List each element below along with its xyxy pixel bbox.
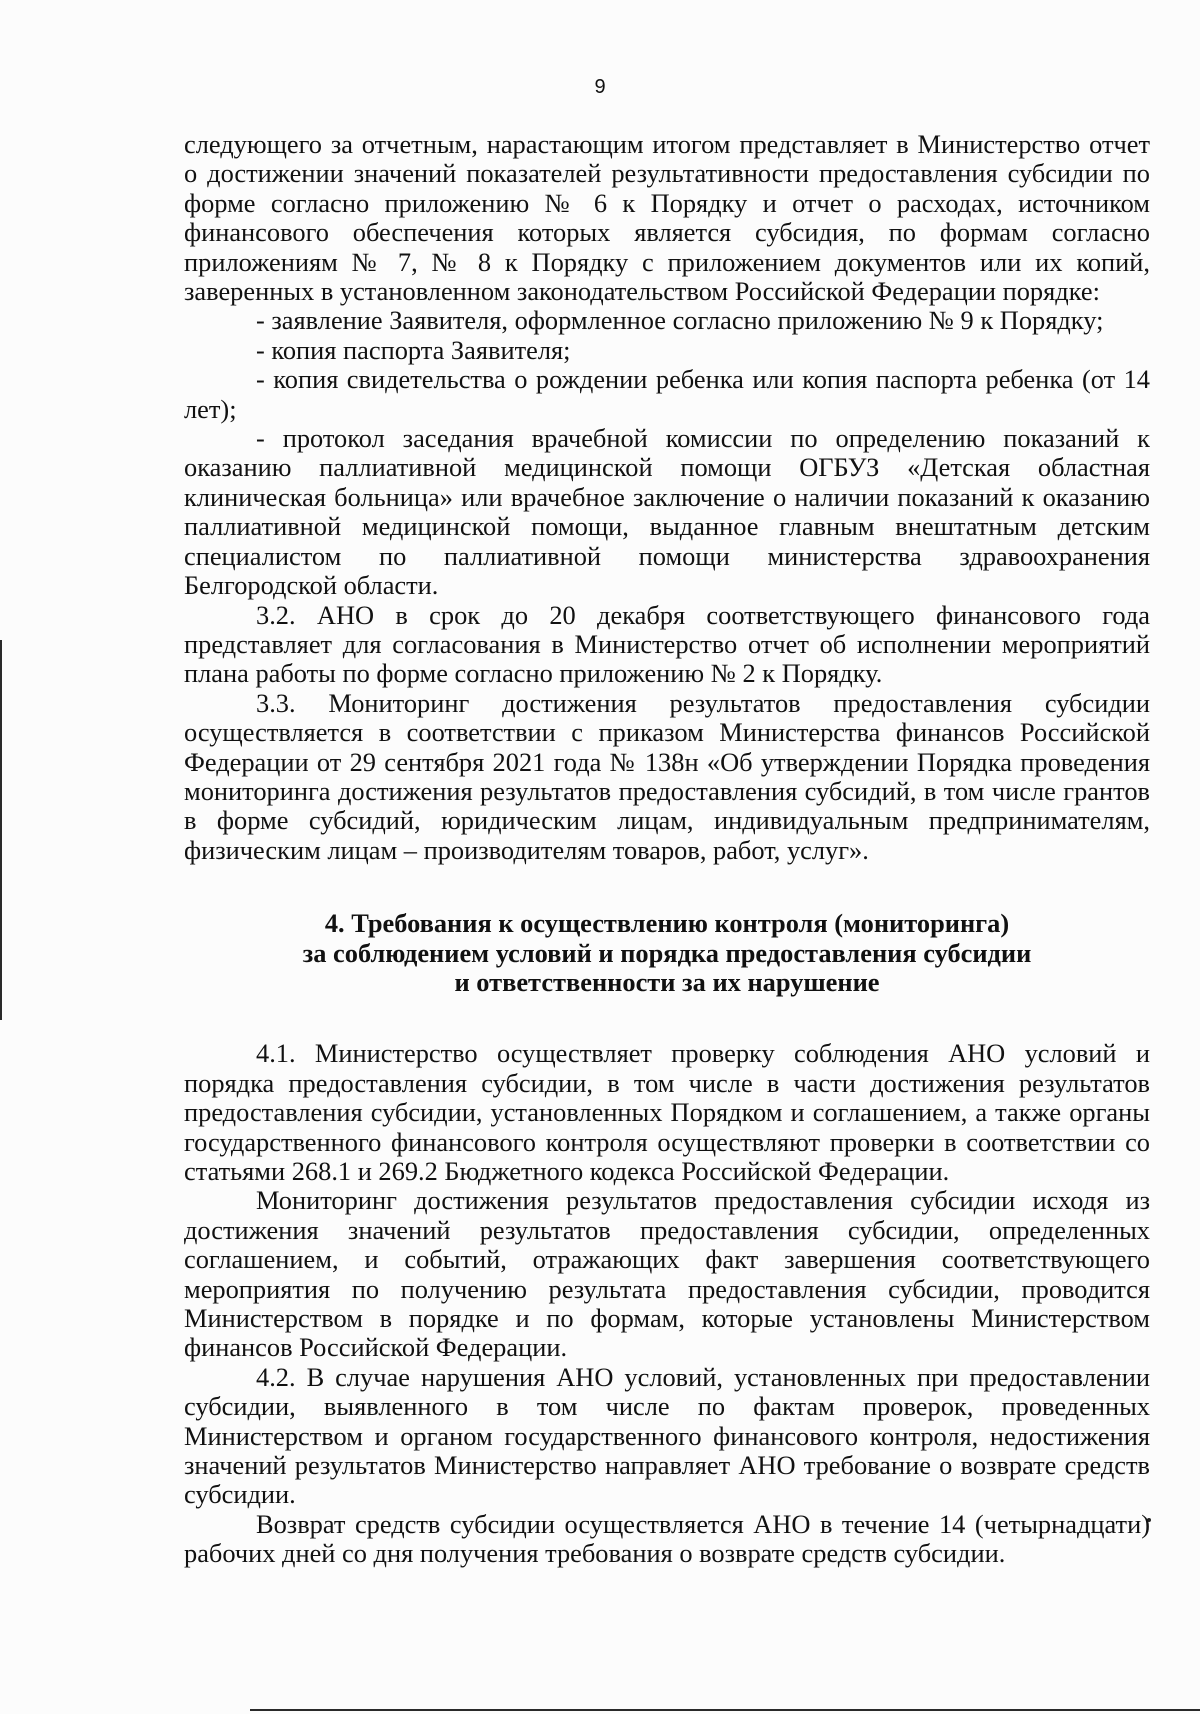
section-heading-line: за соблюдением условий и порядка предоставления субсидии xyxy=(302,937,1032,968)
scan-edge-left xyxy=(0,640,2,1020)
list-item-passport-copy: - копия паспорта Заявителя; xyxy=(256,334,571,365)
list-item-commission-protocol: - протокол заседания врачебной комиссии по определению показаний к оказанию паллиативной медицинской помощи ОГБУЗ «Детская областная клиническая больница» или врачебное заключение о наличии показаний к оказанию паллиативной медицинской помощи, выданное главным внештатным детским специалистом по паллиативной помощи министерства здравоохранения Белгородской области. xyxy=(184,423,1150,601)
document-body xyxy=(184,130,1150,1569)
paragraph-monitoring: Мониторинг достижения результатов предоставления субсидии исходя из достижения значений результатов предоставления субсидии, определенных соглашением, и событий, отражающих факт завершения соответствующего мероприятия по получению результата предоставления субсидии, проводится Министерством в порядке и по формам, которые установлены Министерством финансов Российской Федерации. xyxy=(184,1185,1150,1363)
paragraph-3-2: 3.2. АНО в срок до 20 декабря соответствующего финансового года представляет для согласования в Министерство отчет об исполнении мероприятий плана работы по форме согласно приложению № 2 к Порядку. xyxy=(184,599,1150,689)
scan-edge-bottom xyxy=(250,1709,1200,1711)
section-heading-line: 4. Требования к осуществлению контроля (мониторинга) xyxy=(324,908,1010,939)
paragraph-3-3: 3.3. Мониторинг достижения результатов предоставления субсидии осуществляется в соответствии с приказом Министерства финансов Российской Федерации от 29 сентября 2021 года № 138н «Об утверждении Порядка проведения мониторинга достижения результатов предоставления субсидий, в том числе грантов в форме субсидий, юридическим лицам, индивидуальным предпринимателям, физическим лицам – производителям товаров, работ, услуг». xyxy=(184,687,1150,865)
list-item-birth-certificate: - копия свидетельства о рождении ребенка или копия паспорта ребенка (от 14 лет); xyxy=(184,364,1150,424)
paragraph-4-1: 4.1. Министерство осуществляет проверку соблюдения АНО условий и порядка предоставления субсидии, в том числе в части достижения результатов предоставления субсидии, установленных Порядком и соглашением, а также органы государственного финансового контроля осуществляют проверки в соответствии со статьями 268.1 и 269.2 Бюджетного кодекса Российской Федерации. xyxy=(184,1038,1150,1186)
section-heading xyxy=(184,909,1150,997)
paragraph-continuation: следующего за отчетным, нарастающим итогом представляет в Министерство отчет о достижении значений показателей результативности предоставления субсидии по форме согласно приложению № 6 к Порядку и отчет о расходах, источником финансового обеспечения которых является субсидия, по формам согласно приложениям № 7, № 8 к Порядку с приложением документов или их копий, заверенных в установленном законодательством Российской Федерации порядке: xyxy=(184,129,1150,307)
page-number: 9 xyxy=(594,76,606,98)
paragraph-4-2: 4.2. В случае нарушения АНО условий, установленных при предоставлении субсидии, выявленного в том числе по фактам проверок, проведенных Министерством и органом государственного финансового контроля, недостижения значений результатов Министерство направляет АНО требование о возврате средств субсидии. xyxy=(184,1361,1150,1510)
list-item-application: - заявление Заявителя, оформленное согласно приложению № 9 к Порядку; xyxy=(256,305,1104,336)
paragraph-refund: Возврат средств субсидии осуществляется АНО в течение 14 (четырнадцати) рабочих дней со дня получения требования о возврате средств субсидии. xyxy=(184,1508,1150,1569)
section-heading-line: и ответственности за их нарушение xyxy=(454,966,880,997)
